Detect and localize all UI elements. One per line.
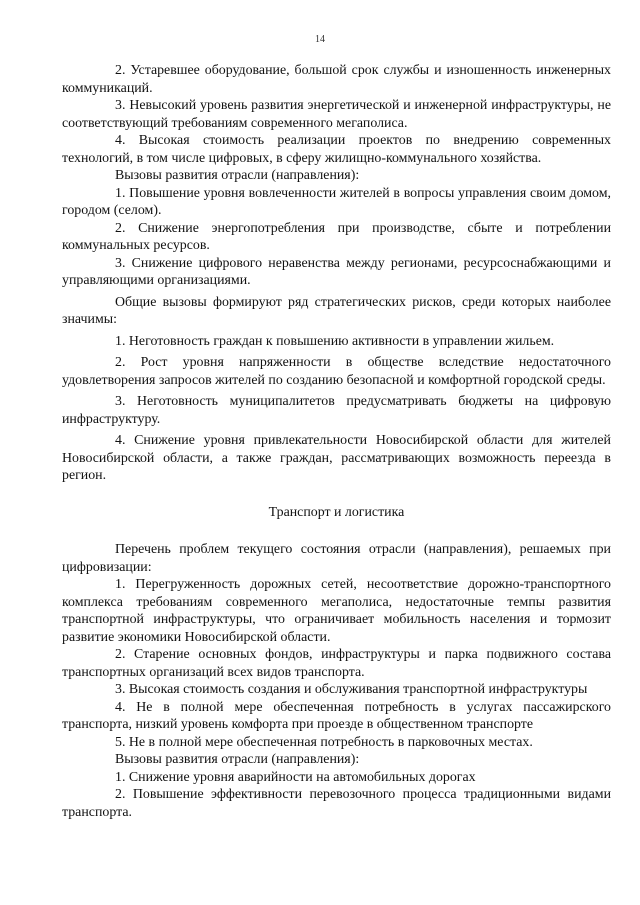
- paragraph-risk-citizens: 1. Неготовность граждан к повышению активности в управлении жильем.: [115, 333, 555, 349]
- paragraph-digital-inequality: 3. Снижение цифрового неравенства между регионами, ресурсоснабжающими и управляющими организациями.: [62, 255, 611, 288]
- page-number: 14: [315, 34, 325, 45]
- paragraph-energy-reduction: 2. Снижение энергопотребления при производстве, сбыте и потреблении коммунальных ресурсов.: [62, 220, 611, 253]
- paragraph-risk-attractiveness: 4. Снижение уровня привлекательности Новосибирской области для жителей Новосибирской области, а также граждан, рассматривающих возможность переезда в регион.: [62, 433, 611, 483]
- paragraph-infrastructure-cost: 3. Высокая стоимость создания и обслуживания транспортной инфраструктуры: [115, 682, 588, 697]
- paragraph-accident-reduction: 1. Снижение уровня аварийности на автомобильных дорогах: [115, 769, 476, 785]
- section-heading: Транспорт и логистика: [268, 504, 405, 520]
- paragraph-transport-efficiency: 2. Повышение эффективности перевозочного процесса традиционными видами транспорта.: [62, 787, 611, 820]
- paragraph-transport-challenges-heading: Вызовы развития отрасли (направления):: [115, 752, 360, 767]
- paragraph-aging-assets: 2. Старение основных фондов, инфраструктуры и парка подвижного состава транспортных организаций всех видов транспорта.: [62, 647, 611, 680]
- paragraph-passenger-transport: 4. Не в полной мере обеспеченная потребность в услугах пассажирского транспорта, низкий уровень комфорта при проезде в общественном транспорте: [62, 699, 611, 732]
- page-content: [62, 62, 611, 821]
- paragraph-outdated-equipment: 2. Устаревшее оборудование, большой срок службы и изношенность инженерных коммуникаций.: [62, 63, 611, 96]
- paragraph-parking: 5. Не в полной мере обеспеченная потребность в парковочных местах.: [115, 734, 533, 750]
- paragraph-low-infrastructure-level: 3. Невысокий уровень развития энергетической и инженерной инфраструктуры, не соответствующий требованиям современного мегаполиса.: [62, 98, 611, 131]
- paragraph-challenges-heading: Вызовы развития отрасли (направления):: [115, 168, 360, 183]
- paragraph-resident-involvement: 1. Повышение уровня вовлеченности жителей в вопросы управления своим домом, городом (селом).: [62, 185, 611, 218]
- paragraph-problems-intro: Перечень проблем текущего состояния отрасли (направления), решаемых при цифровизации:: [62, 542, 611, 575]
- paragraph-risk-tension: 2. Рост уровня напряженности в обществе вследствие недостаточного удовлетворения запросов жителей по созданию безопасной и комфортной городской среды.: [62, 355, 611, 388]
- paragraph-strategic-risks-intro: Общие вызовы формируют ряд стратегических рисков, среди которых наиболее значимы:: [62, 294, 611, 327]
- paragraph-risk-municipal-budgets: 3. Неготовность муниципалитетов предусматривать бюджеты на цифровую инфраструктуру.: [62, 394, 611, 427]
- paragraph-high-project-cost: 4. Высокая стоимость реализации проектов по внедрению современных технологий, в том числе цифровых, в сферу жилищно-коммунального хозяйства.: [62, 133, 611, 166]
- paragraph-road-congestion: 1. Перегруженность дорожных сетей, несоответствие дорожно-транспортного комплекса требованиям современного мегаполиса, недостаточные темпы развития транспортной инфраструктуры, что ограничивает мобильность населения и тормозит развитие экономики Новосибирской области.: [62, 577, 611, 645]
